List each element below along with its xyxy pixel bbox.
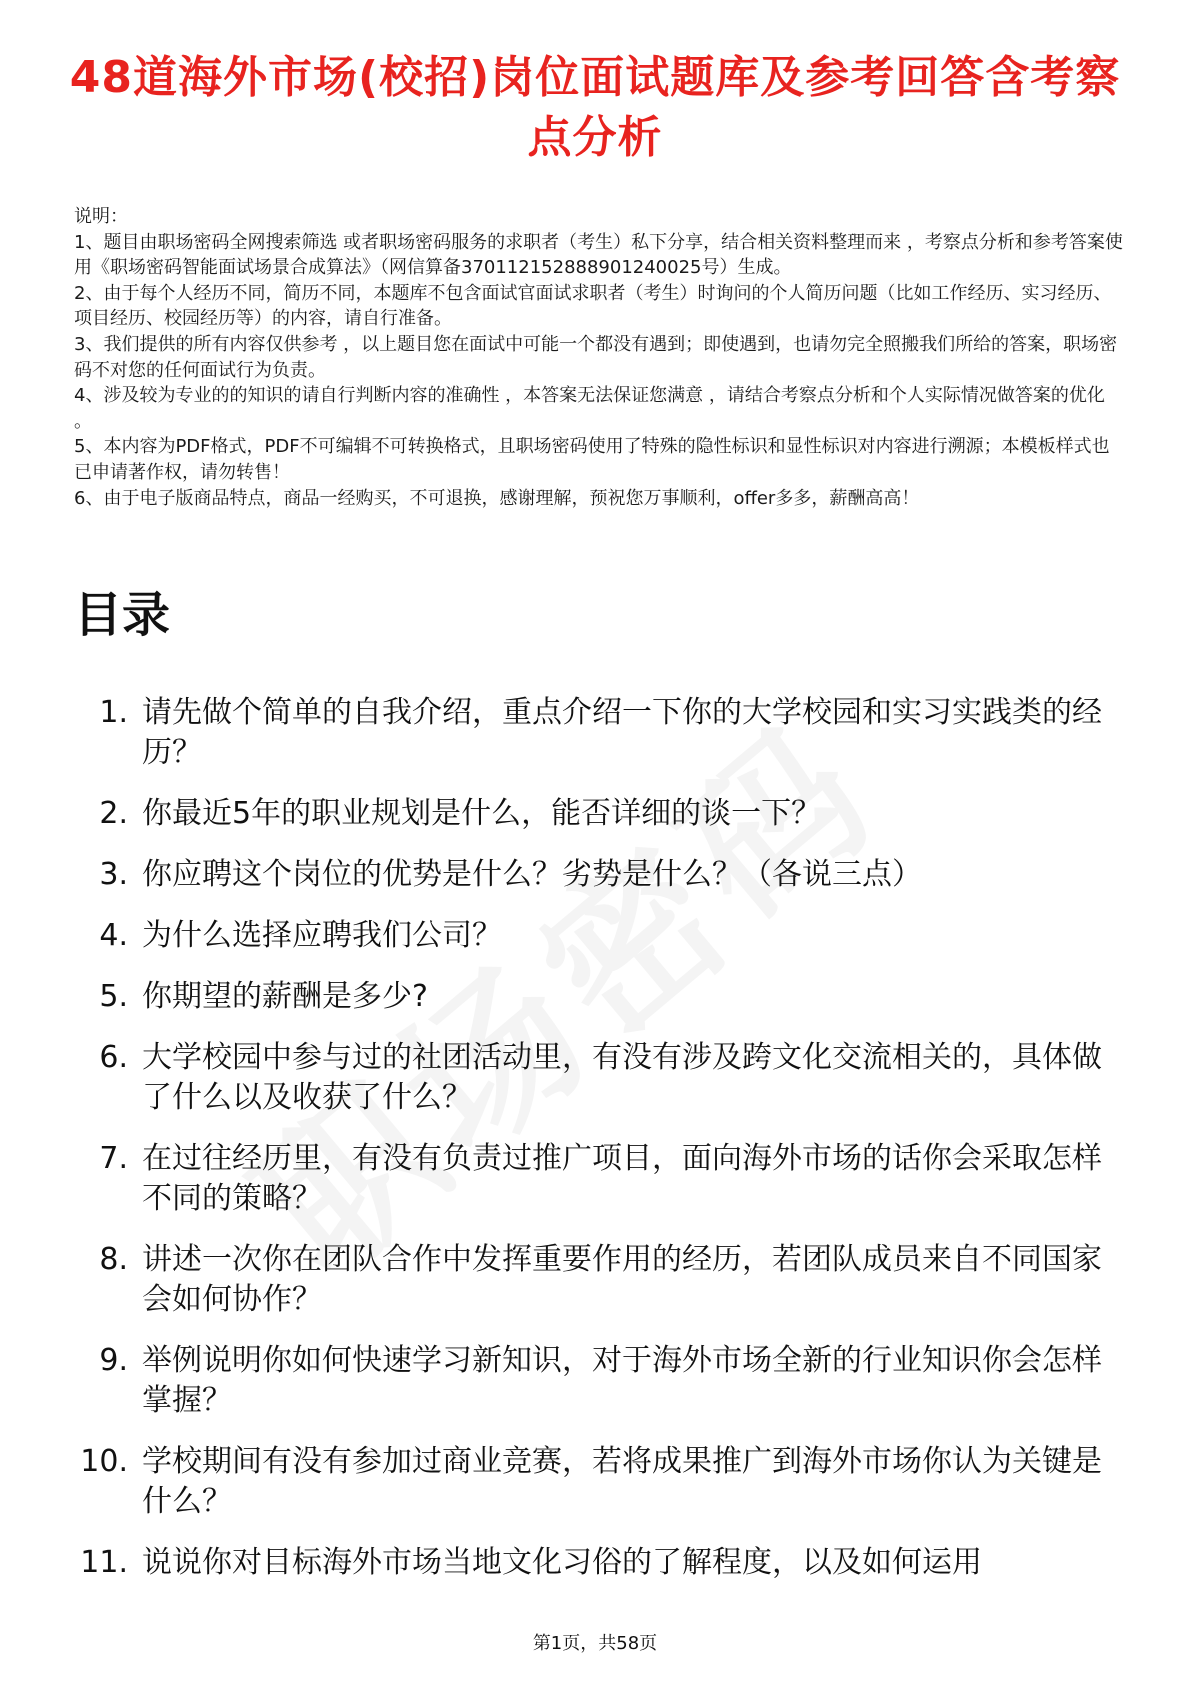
note-item: 5、本内容为PDF格式，PDF不可编辑不可转换格式，且职场密码使用了特殊的隐性标识和显性标识对内容进行溯源；本模板样式也已申请著作权，请勿转售！	[74, 436, 1110, 483]
toc-item-number: 2.	[99, 796, 128, 831]
toc-item-number: 6.	[99, 1040, 128, 1075]
toc-item-number: 7.	[99, 1141, 128, 1176]
toc-item-text: 说说你对目标海外市场当地文化习俗的了解程度，以及如何运用	[142, 1545, 982, 1580]
toc-item[interactable]	[50, 693, 1110, 773]
note-item: 3、我们提供的所有内容仅供参考 ，以上题目您在面试中可能一个都没有遇到；即使遇到，也请勿完全照搬我们所给的答案，职场密码不对您的任何面试行为负责。	[74, 333, 1118, 381]
toc-item-text: 你最近5年的职业规划是什么，能否详细的谈一下？	[142, 796, 822, 831]
toc-item[interactable]	[50, 1442, 1110, 1522]
notes-section	[74, 204, 1124, 511]
toc-item-number: 10.	[80, 1444, 128, 1479]
note-item: 6、由于电子版商品特点，商品一经购买，不可退换，感谢理解，预祝您万事顺利，offer多多，薪酬高高！	[74, 487, 920, 509]
toc-item[interactable]	[50, 1038, 1110, 1118]
toc-item[interactable]	[50, 1543, 1110, 1583]
toc-item[interactable]	[50, 794, 1110, 834]
toc-item-text: 大学校园中参与过的社团活动里，有没有涉及跨文化交流相关的，具体做了什么以及收获了什么？	[142, 1040, 1102, 1115]
toc-list	[50, 693, 1110, 1604]
document-title: 48道海外市场(校招)岗位面试题库及参考回答含考察点分析	[69, 52, 1121, 163]
toc-item-number: 4.	[99, 918, 128, 953]
toc-item-text: 举例说明你如何快速学习新知识，对于海外市场全新的行业知识你会怎样掌握？	[142, 1343, 1102, 1418]
toc-item[interactable]	[50, 1139, 1110, 1219]
note-item: 2、由于每个人经历不同，简历不同，本题库不包含面试官面试求职者（考生）时询问的个人简历问题（比如工作经历、实习经历、项目经历、校园经历等）的内容，请自行准备。	[74, 282, 1112, 330]
toc-item[interactable]	[50, 855, 1110, 895]
toc-item-text: 为什么选择应聘我们公司？	[142, 918, 502, 953]
toc-item-number: 9.	[99, 1343, 128, 1378]
toc-item-number: 5.	[99, 979, 128, 1014]
note-item: 1、题目由职场密码全网搜索筛选 或者职场密码服务的求职者（考生）私下分享，结合相关资料整理而来 ，考察点分析和参考答案使用《职场密码智能面试场景合成算法》（网信算备370112152888901240025号）生成。	[74, 231, 1123, 279]
toc-item-text: 在过往经历里，有没有负责过推广项目，面向海外市场的话你会采取怎样不同的策略？	[142, 1141, 1102, 1216]
toc-item-text: 学校期间有没有参加过商业竞赛，若将成果推广到海外市场你认为关键是什么？	[142, 1444, 1102, 1519]
toc-item-text: 请先做个简单的自我介绍，重点介绍一下你的大学校园和实习实践类的经历？	[142, 695, 1102, 770]
toc-item-text: 你应聘这个岗位的优势是什么？劣势是什么？（各说三点）	[142, 857, 922, 892]
page-footer: 第1页，共58页	[532, 1633, 658, 1654]
toc-item-number: 11.	[80, 1545, 128, 1580]
toc-item-number: 3.	[99, 857, 128, 892]
notes-heading: 说明：	[74, 206, 128, 227]
toc-item-text: 你期望的薪酬是多少?	[142, 979, 428, 1014]
note-item: 4、涉及较为专业的的知识的请自行判断内容的准确性 ，本答案无法保证您满意 ，请结合考察点分析和个人实际情况做答案的优化 。	[74, 385, 1105, 432]
toc-heading: 目录	[74, 587, 171, 643]
toc-item[interactable]	[50, 977, 1110, 1017]
toc-item-number: 1.	[99, 695, 128, 730]
toc-item[interactable]	[50, 1341, 1110, 1421]
toc-item-text: 讲述一次你在团队合作中发挥重要作用的经历，若团队成员来自不同国家会如何协作？	[142, 1242, 1102, 1317]
toc-item[interactable]	[50, 1240, 1110, 1320]
toc-item[interactable]	[50, 916, 1110, 956]
toc-item-number: 8.	[99, 1242, 128, 1277]
